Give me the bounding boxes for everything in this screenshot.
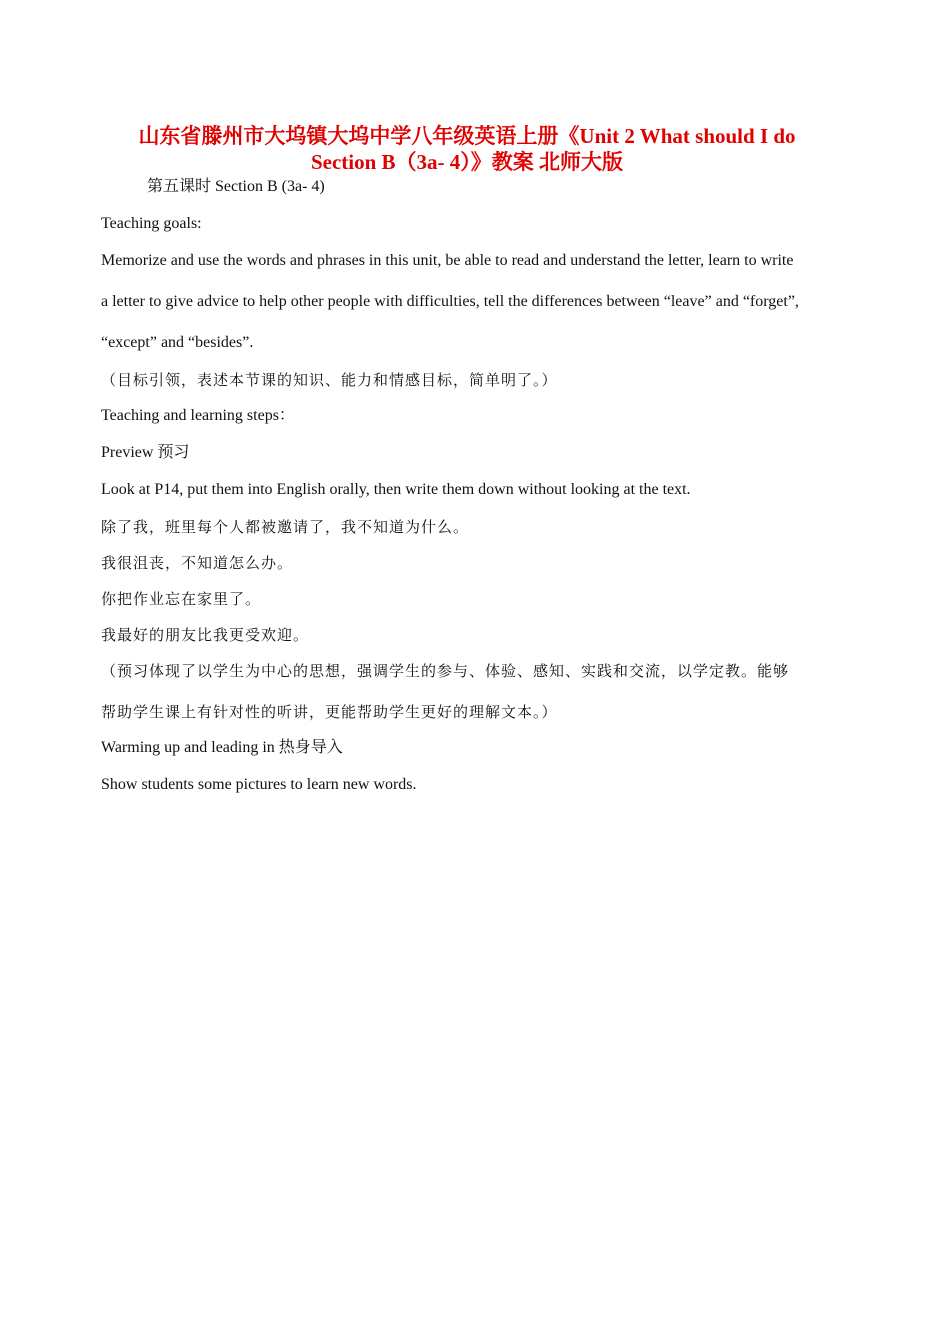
goals-heading: Teaching goals: [101, 215, 202, 232]
title-line-1: 山东省滕州市大坞镇大坞中学八年级英语上册《Unit 2 What should I do [138, 124, 796, 148]
goals-note: （目标引领，表述本节课的知识、能力和情感目标，简单明了。） [101, 371, 558, 389]
warmup-heading: Warming up and leading in 热身导入 [101, 739, 343, 756]
goals-text-line-3: “except” and “besides”. [101, 334, 254, 351]
warmup-instruction: Show students some pictures to learn new words. [101, 776, 417, 793]
preview-sentence-2: 我很沮丧，不知道怎么办。 [101, 554, 294, 572]
preview-sentence-1: 除了我，班里每个人都被邀请了，我不知道为什么。 [101, 518, 470, 536]
preview-note-line-1: （预习体现了以学生为中心的思想，强调学生的参与、体验、感知、实践和交流，以学定教。能够 [101, 662, 790, 680]
preview-heading: Preview 预习 [101, 444, 190, 461]
goals-text-line-1: Memorize and use the words and phrases in this unit, be able to read and understand the letter, learn to write [101, 252, 794, 269]
preview-instruction: Look at P14, put them into English orally, then write them down without looking at the text. [101, 481, 691, 498]
lesson-header: 第五课时 Section B (3a- 4) [147, 178, 325, 195]
title-line-2: Section B（3a- 4）》教案 北师大版 [310, 150, 624, 174]
preview-note-line-2: 帮助学生课上有针对性的听讲，更能帮助学生更好的理解文本。） [101, 703, 558, 721]
goals-text-line-2: a letter to give advice to help other people with difficulties, tell the differences between “leave” and “forget”, [101, 293, 799, 310]
steps-heading: Teaching and learning steps： [101, 407, 295, 424]
preview-sentence-3: 你把作业忘在家里了。 [101, 590, 262, 608]
preview-sentence-4: 我最好的朋友比我更受欢迎。 [101, 626, 310, 644]
document-title [100, 123, 834, 175]
